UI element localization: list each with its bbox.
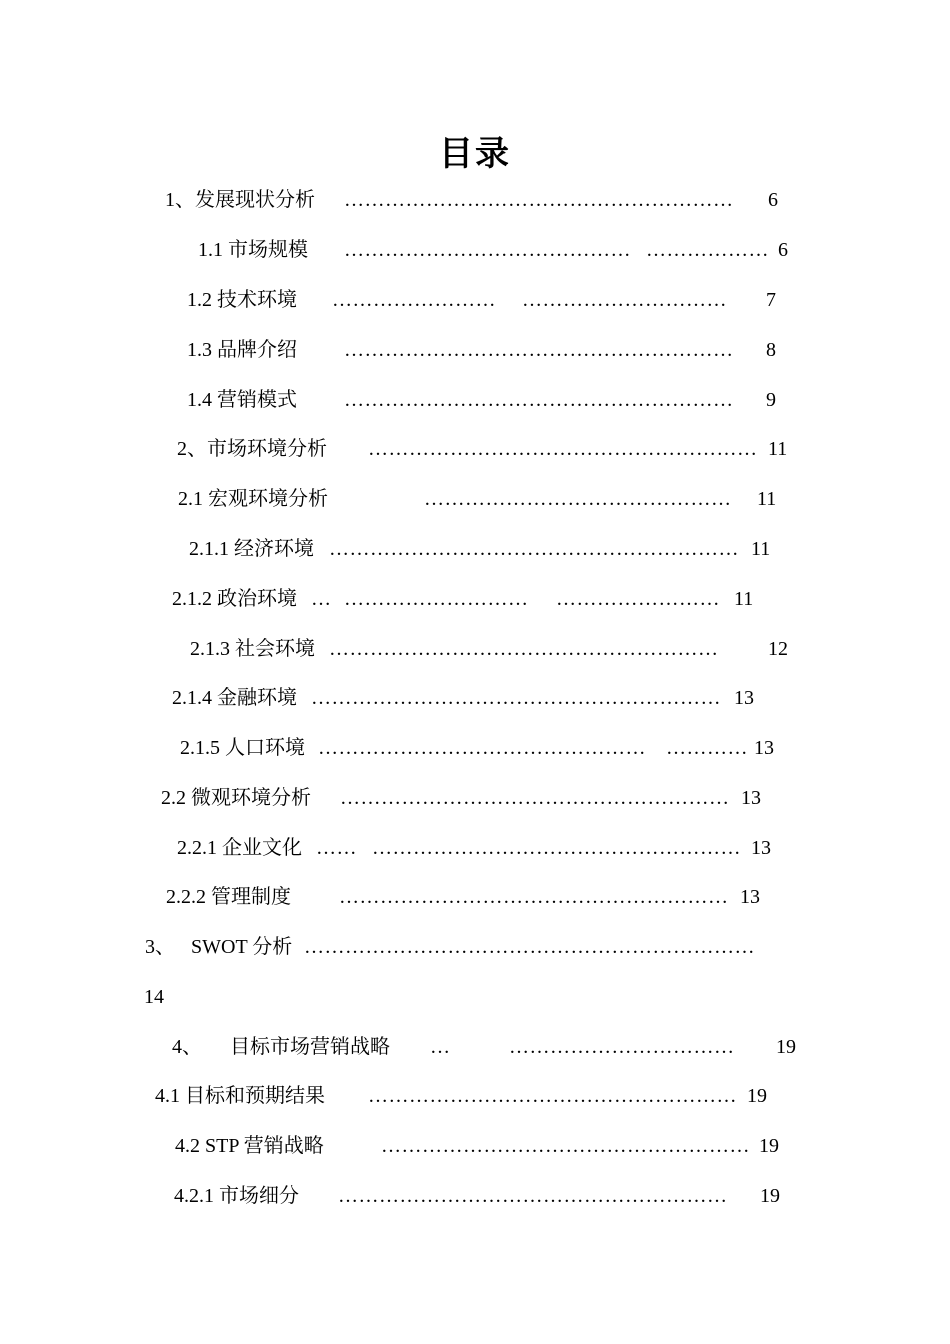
- toc-entry-label: 2、市场环境分析: [177, 438, 327, 460]
- toc-page-number: 19: [760, 1185, 780, 1207]
- toc-entry-label: 2.2.2 管理制度: [166, 886, 291, 908]
- toc-leader-dots: …………………………………………………: [368, 438, 758, 460]
- toc-page-number: 14: [144, 986, 164, 1008]
- toc-entry[interactable]: [0, 584, 950, 614]
- toc-entry-label: 2.1 宏观环境分析: [178, 488, 328, 510]
- toc-page-number: 11: [751, 538, 771, 560]
- toc-page-number: 13: [740, 886, 760, 908]
- toc-leader-dots: ………………………………………………: [372, 837, 741, 859]
- toc-entry-label: 1、发展现状分析: [165, 189, 315, 211]
- toc-entry[interactable]: [0, 285, 950, 315]
- toc-entry-label: 2.2.1 企业文化: [177, 837, 302, 859]
- toc-leader-dots: …………………………………………………: [339, 886, 729, 908]
- toc-entry[interactable]: [0, 1032, 950, 1062]
- toc-leader-dots: ………………: [646, 239, 769, 261]
- toc-leader-dots: ………………………………………………: [368, 1085, 737, 1107]
- toc-entry[interactable]: [0, 833, 950, 863]
- toc-page-number: 19: [747, 1085, 767, 1107]
- toc-entry[interactable]: [0, 385, 950, 415]
- toc-entry-label: 目标市场营销战略: [230, 1036, 390, 1058]
- toc-entry-label: 2.1.1 经济环境: [189, 538, 314, 560]
- toc-entry-label: 4.2 STP 营销战略: [175, 1135, 324, 1157]
- toc-entry[interactable]: [0, 335, 950, 365]
- toc-entry-label: 4.1 目标和预期结果: [155, 1085, 325, 1107]
- toc-leader-dots: …………………………………………………: [329, 638, 719, 660]
- toc-page-number: 11: [734, 588, 754, 610]
- toc-leader-dots: ……………………………………: [344, 239, 631, 261]
- toc-page-number: 9: [766, 389, 776, 411]
- toc-entry[interactable]: [0, 534, 950, 564]
- toc-entry[interactable]: [0, 683, 950, 713]
- toc-entry-label: 1.1 市场规模: [198, 239, 308, 261]
- toc-entry[interactable]: [0, 434, 950, 464]
- toc-page-number: 19: [776, 1036, 796, 1058]
- toc-leader-dots: …………………………………………………: [344, 389, 734, 411]
- toc-leader-dots: ………………………: [344, 588, 529, 610]
- toc-page-number: 11: [768, 438, 788, 460]
- toc-page-number: 8: [766, 339, 776, 361]
- toc-entry-label: 2.1.2 政治环境: [172, 588, 297, 610]
- toc-leader-dots: …………………………: [522, 289, 727, 311]
- toc-leader-dots: ……………………………………………………: [311, 687, 721, 709]
- toc-entry[interactable]: [0, 733, 950, 763]
- toc-page-number: 11: [757, 488, 777, 510]
- toc-entry-label: SWOT 分析: [191, 936, 293, 958]
- toc-leader-dots: ………………………………………: [424, 488, 732, 510]
- page-title: 目录: [439, 134, 511, 174]
- toc-entry[interactable]: [0, 783, 950, 813]
- toc-entry[interactable]: [0, 1131, 950, 1161]
- toc-leader-dots: …: [311, 588, 332, 610]
- toc-leader-dots: …: [430, 1036, 451, 1058]
- toc-leader-dots: ……: [316, 837, 357, 859]
- toc-leader-dots: …………………………………………: [318, 737, 646, 759]
- toc-leader-dots: …………………………………………………: [338, 1185, 728, 1207]
- toc-page-number: 6: [768, 189, 778, 211]
- toc-entry-wrapped-page: [0, 982, 950, 1012]
- toc-leader-dots: ……………………………………………………: [329, 538, 739, 560]
- toc-entry[interactable]: [0, 235, 950, 265]
- toc-leader-dots: …………………………………………………: [344, 339, 734, 361]
- toc-page-number: 19: [759, 1135, 779, 1157]
- toc-page-number: 12: [768, 638, 788, 660]
- toc-leader-dots: …………………………………………………: [344, 189, 734, 211]
- toc-page-number: 6: [778, 239, 788, 261]
- toc-entry-label: 2.1.3 社会环境: [190, 638, 315, 660]
- toc-page-number: 7: [766, 289, 776, 311]
- toc-entry[interactable]: [0, 932, 950, 962]
- toc-leader-dots: …………………………………………………………: [304, 936, 755, 958]
- toc-entry-label: 1.2 技术环境: [187, 289, 297, 311]
- toc-entry-number: 4、: [172, 1036, 202, 1058]
- toc-page-number: 13: [741, 787, 761, 809]
- toc-entry[interactable]: [0, 185, 950, 215]
- toc-leader-dots: …………: [666, 737, 748, 759]
- toc-page-number: 13: [734, 687, 754, 709]
- toc-entry-label: 2.1.5 人口环境: [180, 737, 305, 759]
- toc-leader-dots: ……………………………: [509, 1036, 735, 1058]
- toc-entry-number: 3、: [145, 936, 175, 958]
- toc-page-number: 13: [754, 737, 774, 759]
- toc-entry-label: 2.1.4 金融环境: [172, 687, 297, 709]
- toc-entry[interactable]: [0, 1081, 950, 1111]
- toc-leader-dots: …………………………………………………: [340, 787, 730, 809]
- toc-entry-label: 1.3 品牌介绍: [187, 339, 297, 361]
- toc-entry[interactable]: [0, 1181, 950, 1211]
- toc-entry[interactable]: [0, 882, 950, 912]
- toc-page-number: 13: [751, 837, 771, 859]
- toc-entry-label: 2.2 微观环境分析: [161, 787, 311, 809]
- toc-leader-dots: ………………………………………………: [381, 1135, 750, 1157]
- toc-entry[interactable]: [0, 634, 950, 664]
- toc-entry-label: 4.2.1 市场细分: [174, 1185, 299, 1207]
- toc-entry-label: 1.4 营销模式: [187, 389, 297, 411]
- toc-entry[interactable]: [0, 484, 950, 514]
- toc-leader-dots: ……………………: [556, 588, 720, 610]
- toc-leader-dots: ……………………: [332, 289, 496, 311]
